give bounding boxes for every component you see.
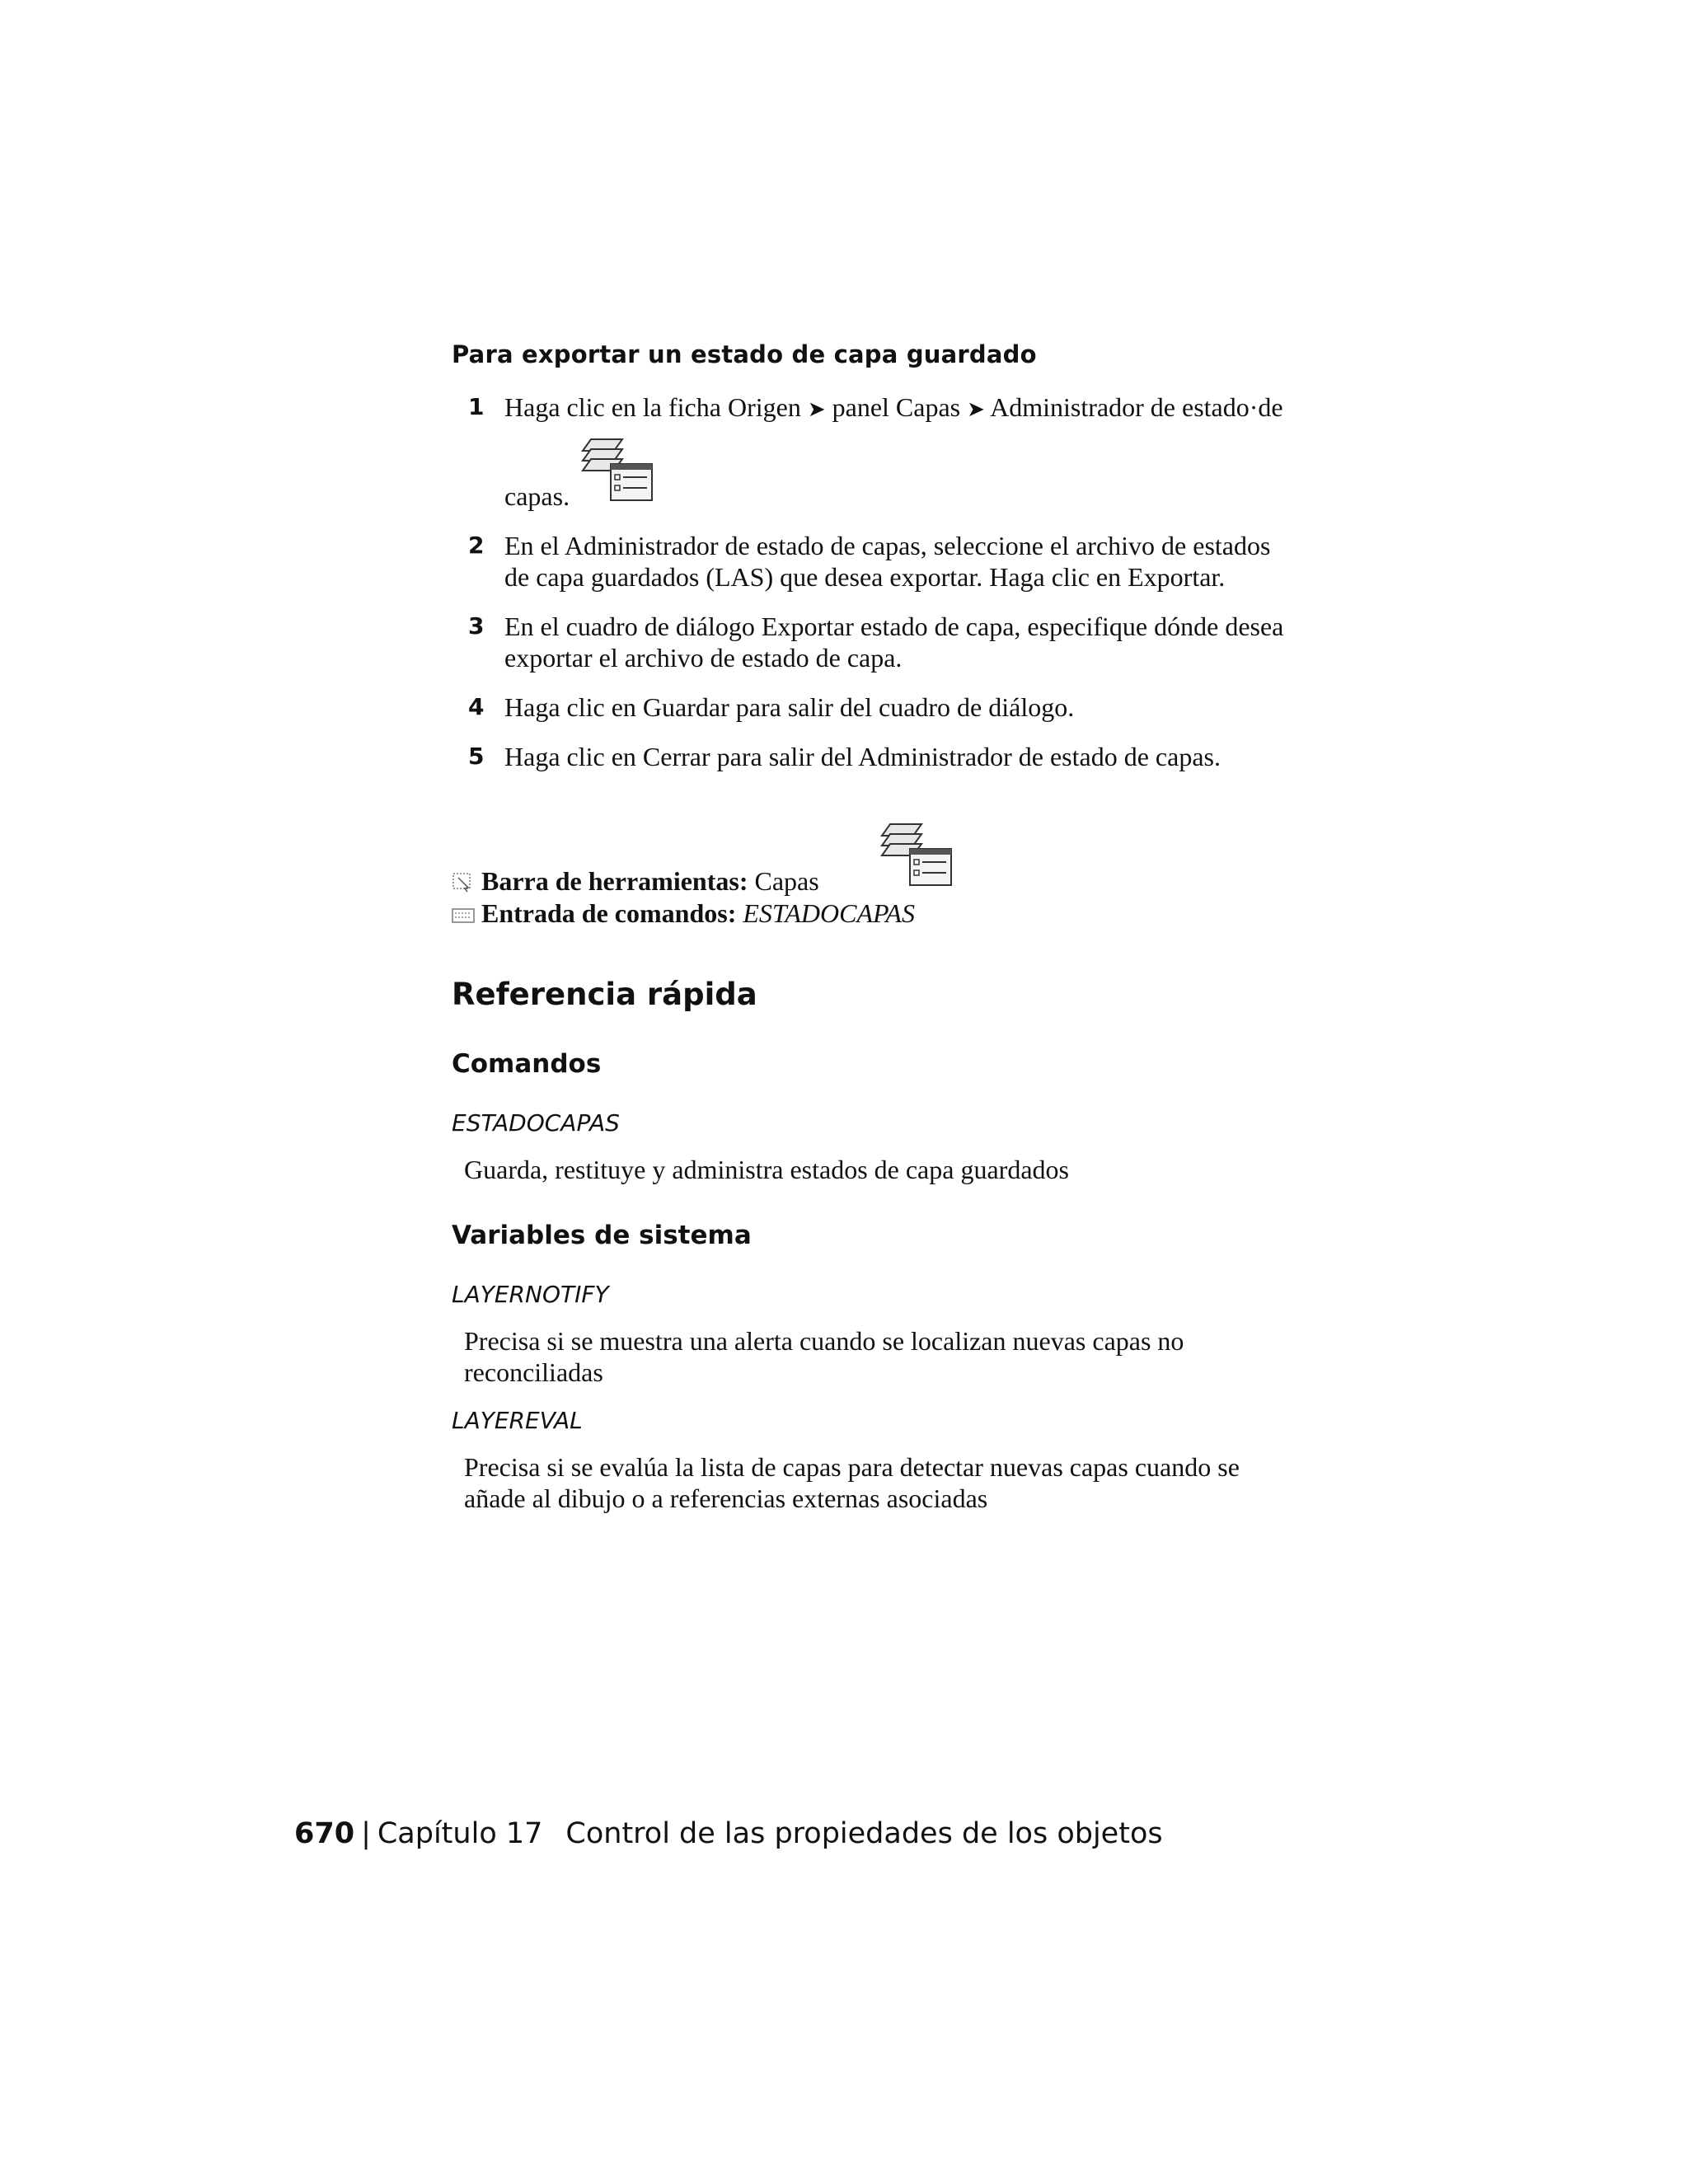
step-text: Haga clic en Guardar para salir del cuadro de diálogo.: [504, 692, 1075, 722]
sysvar-description: [464, 1451, 1329, 1514]
description-line: añade al dibujo o a referencias externas asociadas: [464, 1483, 988, 1513]
page-number: 670: [294, 1817, 355, 1850]
step-number: 1: [468, 393, 485, 420]
footer-separator: |: [361, 1817, 371, 1850]
toolbar-access-line: [452, 865, 819, 897]
menu-arrow-icon: ➤: [967, 397, 985, 421]
quick-reference-title: Referencia rápida: [452, 977, 757, 1012]
command-description: Guarda, restituye y administra estados de capa guardados: [464, 1155, 1069, 1184]
chapter-title: Control de las propiedades de los objetos: [565, 1817, 1163, 1850]
step-text: Haga clic en Cerrar para salir del Administrador de estado de capas.: [504, 742, 1221, 771]
command-entry-line: [452, 898, 915, 929]
page-footer: [294, 1817, 1163, 1850]
step-text-part: Haga clic en la ficha Origen: [504, 392, 801, 422]
step-text-part: Administrador de estado·de: [990, 392, 1283, 422]
step-line: de capa guardados (LAS) que desea exportar. Haga clic en Exportar.: [504, 562, 1226, 592]
step-line: En el Administrador de estado de capas, seleccione el archivo de estados: [504, 531, 1271, 560]
sysvar-name: LAYERNOTIFY: [452, 1281, 609, 1308]
menu-arrow-icon: ➤: [807, 397, 826, 421]
commands-heading: Comandos: [452, 1049, 602, 1079]
layer-states-manager-icon: [581, 431, 655, 505]
step-line: En el cuadro de diálogo Exportar estado de capa, especifique dónde desea: [504, 612, 1284, 641]
system-variables-heading: Variables de sistema: [452, 1221, 752, 1250]
step-number: 3: [468, 612, 485, 640]
procedure-heading: Para exportar un estado de capa guardado: [452, 340, 1037, 368]
sysvar-description: [464, 1325, 1329, 1388]
description-line: Precisa si se evalúa la lista de capas para detectar nuevas capas cuando se: [464, 1452, 1240, 1482]
step-text-continuation: capas.: [504, 481, 570, 511]
step-text: [504, 611, 1329, 673]
toolbar-value: Capas: [754, 866, 819, 896]
step-number: 5: [468, 743, 485, 770]
step-line: exportar el archivo de estado de capa.: [504, 643, 903, 673]
command-line-icon: [452, 907, 475, 925]
description-line: reconciliadas: [464, 1357, 603, 1387]
command-label: Entrada de comandos:: [481, 898, 737, 928]
toolbar-icon: [452, 871, 475, 893]
step-text: [504, 391, 1329, 425]
step-text: [504, 530, 1329, 593]
command-name: ESTADOCAPAS: [452, 1109, 620, 1137]
chapter-number: Capítulo 17: [377, 1817, 543, 1850]
description-line: Precisa si se muestra una alerta cuando se localizan nuevas capas no: [464, 1326, 1184, 1356]
toolbar-label: Barra de herramientas:: [481, 866, 748, 896]
step-text-part: panel Capas: [832, 392, 961, 422]
layer-states-manager-icon: [880, 816, 954, 890]
step-number: 4: [468, 693, 485, 720]
command-value: ESTADOCAPAS: [743, 898, 915, 928]
step-number: 2: [468, 532, 485, 559]
sysvar-name: LAYEREVAL: [452, 1407, 583, 1434]
